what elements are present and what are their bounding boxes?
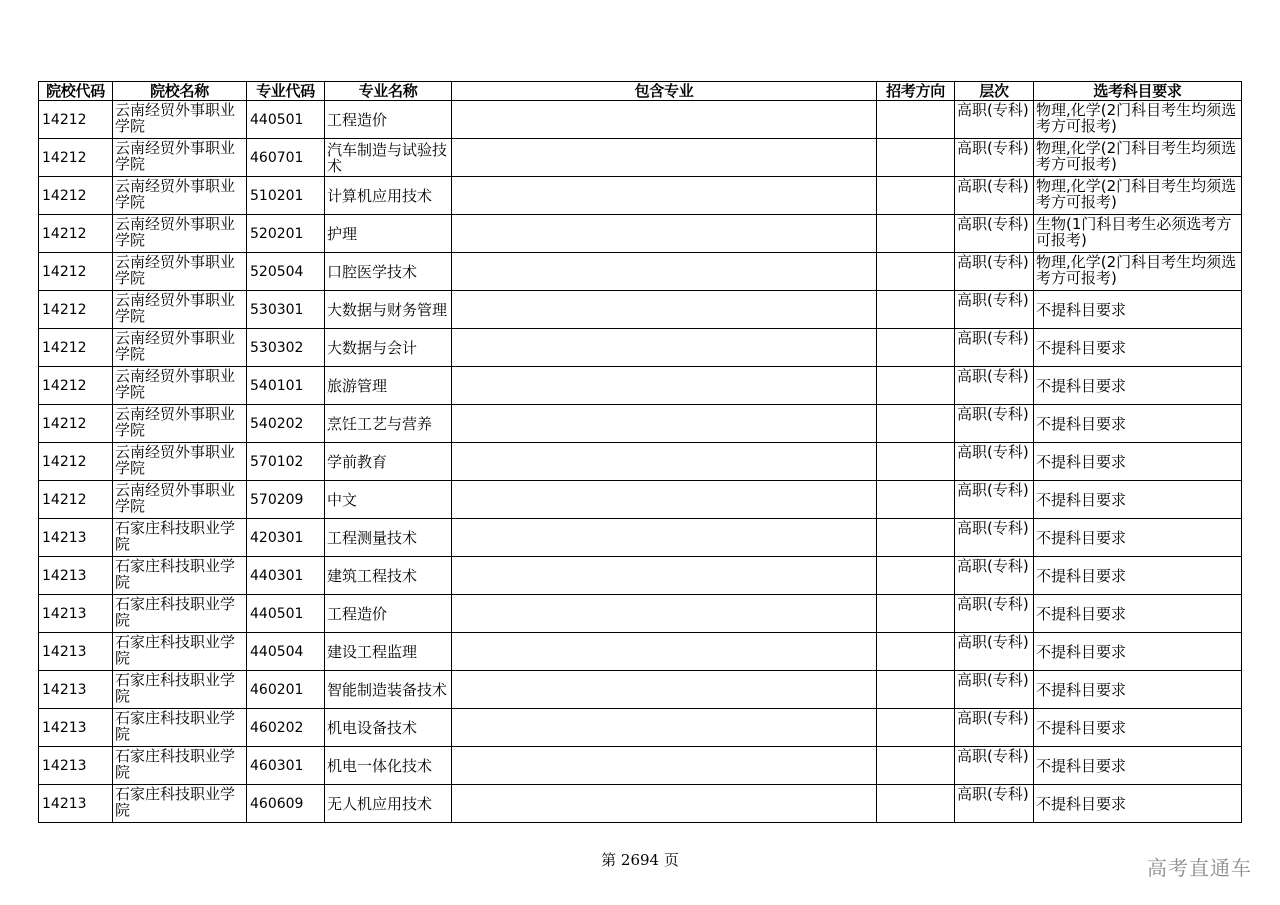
cell-requirement: 不提科目要求: [1034, 557, 1242, 595]
table-row: [39, 405, 1242, 443]
cell-includes: [452, 557, 877, 595]
cell-school-name: 石家庄科技职业学院: [113, 633, 247, 671]
watermark: 高考直通车: [1147, 856, 1252, 880]
cell-major-code: 420301: [247, 519, 325, 557]
col-header-includes: 包含专业: [452, 82, 877, 101]
table-row: [39, 291, 1242, 329]
cell-includes: [452, 253, 877, 291]
cell-school-name: 石家庄科技职业学院: [113, 747, 247, 785]
cell-includes: [452, 329, 877, 367]
cell-major-code: 460201: [247, 671, 325, 709]
cell-school-code: 14212: [39, 253, 113, 291]
cell-includes: [452, 633, 877, 671]
cell-school-name: 云南经贸外事职业学院: [113, 139, 247, 177]
cell-level: 高职(专科): [955, 443, 1034, 481]
cell-requirement: 物理,化学(2门科目考生均须选考方可报考): [1034, 101, 1242, 139]
cell-school-code: 14213: [39, 785, 113, 823]
cell-major-name: 计算机应用技术: [325, 177, 452, 215]
cell-major-name: 护理: [325, 215, 452, 253]
cell-requirement: 不提科目要求: [1034, 747, 1242, 785]
cell-major-name: 旅游管理: [325, 367, 452, 405]
cell-school-name: 云南经贸外事职业学院: [113, 215, 247, 253]
cell-school-code: 14213: [39, 709, 113, 747]
cell-major-code: 440504: [247, 633, 325, 671]
cell-level: 高职(专科): [955, 785, 1034, 823]
cell-level: 高职(专科): [955, 633, 1034, 671]
cell-school-name: 石家庄科技职业学院: [113, 519, 247, 557]
cell-includes: [452, 443, 877, 481]
cell-school-name: 石家庄科技职业学院: [113, 557, 247, 595]
cell-major-code: 460701: [247, 139, 325, 177]
cell-major-code: 520504: [247, 253, 325, 291]
cell-major-name: 烹饪工艺与营养: [325, 405, 452, 443]
cell-level: 高职(专科): [955, 215, 1034, 253]
cell-direction: [877, 215, 955, 253]
cell-requirement: 物理,化学(2门科目考生均须选考方可报考): [1034, 139, 1242, 177]
col-header-direction: 招考方向: [877, 82, 955, 101]
cell-requirement: 不提科目要求: [1034, 519, 1242, 557]
cell-school-name: 云南经贸外事职业学院: [113, 481, 247, 519]
cell-school-code: 14212: [39, 481, 113, 519]
cell-school-code: 14212: [39, 291, 113, 329]
cell-requirement: 不提科目要求: [1034, 367, 1242, 405]
col-header-level: 层次: [955, 82, 1034, 101]
table-row: [39, 215, 1242, 253]
col-header-major-name: 专业名称: [325, 82, 452, 101]
cell-direction: [877, 633, 955, 671]
cell-school-code: 14213: [39, 671, 113, 709]
cell-direction: [877, 329, 955, 367]
cell-major-name: 大数据与会计: [325, 329, 452, 367]
cell-major-name: 无人机应用技术: [325, 785, 452, 823]
table-row: [39, 481, 1242, 519]
cell-direction: [877, 671, 955, 709]
cell-requirement: 不提科目要求: [1034, 785, 1242, 823]
cell-major-code: 570102: [247, 443, 325, 481]
cell-major-code: 540202: [247, 405, 325, 443]
cell-school-code: 14212: [39, 405, 113, 443]
cell-level: 高职(专科): [955, 329, 1034, 367]
cell-requirement: 生物(1门科目考生必须选考方可报考): [1034, 215, 1242, 253]
table-row: [39, 519, 1242, 557]
col-header-major-code: 专业代码: [247, 82, 325, 101]
table-row: [39, 177, 1242, 215]
cell-school-name: 石家庄科技职业学院: [113, 709, 247, 747]
cell-includes: [452, 519, 877, 557]
cell-school-name: 云南经贸外事职业学院: [113, 405, 247, 443]
cell-major-name: 汽车制造与试验技术: [325, 139, 452, 177]
cell-direction: [877, 101, 955, 139]
cell-major-name: 中文: [325, 481, 452, 519]
cell-major-code: 540101: [247, 367, 325, 405]
cell-level: 高职(专科): [955, 709, 1034, 747]
cell-includes: [452, 291, 877, 329]
cell-level: 高职(专科): [955, 519, 1034, 557]
cell-school-name: 石家庄科技职业学院: [113, 671, 247, 709]
cell-level: 高职(专科): [955, 671, 1034, 709]
cell-includes: [452, 671, 877, 709]
table-row: [39, 595, 1242, 633]
cell-major-code: 570209: [247, 481, 325, 519]
cell-school-code: 14213: [39, 633, 113, 671]
cell-major-name: 口腔医学技术: [325, 253, 452, 291]
cell-direction: [877, 481, 955, 519]
cell-major-name: 建设工程监理: [325, 633, 452, 671]
cell-major-code: 460609: [247, 785, 325, 823]
cell-direction: [877, 709, 955, 747]
cell-level: 高职(专科): [955, 481, 1034, 519]
cell-direction: [877, 557, 955, 595]
cell-major-code: 530302: [247, 329, 325, 367]
cell-major-code: 510201: [247, 177, 325, 215]
cell-level: 高职(专科): [955, 139, 1034, 177]
cell-school-code: 14213: [39, 747, 113, 785]
cell-school-name: 云南经贸外事职业学院: [113, 177, 247, 215]
cell-direction: [877, 519, 955, 557]
table-row: [39, 329, 1242, 367]
cell-requirement: 不提科目要求: [1034, 633, 1242, 671]
cell-school-code: 14212: [39, 101, 113, 139]
cell-major-code: 460202: [247, 709, 325, 747]
cell-requirement: 不提科目要求: [1034, 291, 1242, 329]
table-row: [39, 443, 1242, 481]
page-number: 第 2694 页: [601, 851, 679, 869]
cell-includes: [452, 177, 877, 215]
cell-direction: [877, 785, 955, 823]
cell-school-code: 14213: [39, 595, 113, 633]
cell-requirement: 不提科目要求: [1034, 709, 1242, 747]
cell-direction: [877, 747, 955, 785]
cell-major-code: 440301: [247, 557, 325, 595]
cell-requirement: 不提科目要求: [1034, 405, 1242, 443]
table-row: [39, 671, 1242, 709]
cell-requirement: 不提科目要求: [1034, 443, 1242, 481]
cell-includes: [452, 785, 877, 823]
cell-school-name: 石家庄科技职业学院: [113, 785, 247, 823]
cell-requirement: 不提科目要求: [1034, 671, 1242, 709]
cell-includes: [452, 747, 877, 785]
col-header-requirement: 选考科目要求: [1034, 82, 1242, 101]
cell-major-name: 工程造价: [325, 101, 452, 139]
table-body: [39, 101, 1242, 823]
col-header-school-code: 院校代码: [39, 82, 113, 101]
table-row: [39, 557, 1242, 595]
cell-school-code: 14212: [39, 443, 113, 481]
cell-includes: [452, 405, 877, 443]
cell-school-name: 云南经贸外事职业学院: [113, 329, 247, 367]
cell-includes: [452, 481, 877, 519]
cell-major-code: 440501: [247, 101, 325, 139]
cell-direction: [877, 443, 955, 481]
table-row: [39, 709, 1242, 747]
table-row: [39, 253, 1242, 291]
col-header-school-name: 院校名称: [113, 82, 247, 101]
cell-school-name: 云南经贸外事职业学院: [113, 443, 247, 481]
table-row: [39, 101, 1242, 139]
cell-school-code: 14213: [39, 557, 113, 595]
cell-direction: [877, 177, 955, 215]
cell-requirement: 不提科目要求: [1034, 595, 1242, 633]
table-row: [39, 785, 1242, 823]
table-row: [39, 139, 1242, 177]
cell-direction: [877, 595, 955, 633]
cell-major-code: 520201: [247, 215, 325, 253]
cell-includes: [452, 595, 877, 633]
table-row: [39, 367, 1242, 405]
cell-includes: [452, 215, 877, 253]
cell-major-code: 460301: [247, 747, 325, 785]
cell-major-name: 机电一体化技术: [325, 747, 452, 785]
cell-includes: [452, 709, 877, 747]
cell-direction: [877, 253, 955, 291]
cell-includes: [452, 367, 877, 405]
cell-school-code: 14212: [39, 329, 113, 367]
table-row: [39, 747, 1242, 785]
cell-requirement: 不提科目要求: [1034, 481, 1242, 519]
cell-school-code: 14212: [39, 139, 113, 177]
table-row: [39, 633, 1242, 671]
cell-direction: [877, 139, 955, 177]
cell-school-code: 14212: [39, 215, 113, 253]
cell-school-name: 云南经贸外事职业学院: [113, 291, 247, 329]
cell-major-name: 工程造价: [325, 595, 452, 633]
cell-school-code: 14212: [39, 367, 113, 405]
cell-direction: [877, 291, 955, 329]
major-requirements-table: [38, 81, 1242, 823]
cell-level: 高职(专科): [955, 557, 1034, 595]
cell-includes: [452, 139, 877, 177]
cell-major-code: 530301: [247, 291, 325, 329]
cell-level: 高职(专科): [955, 253, 1034, 291]
cell-major-code: 440501: [247, 595, 325, 633]
header-row: [39, 82, 1242, 101]
cell-direction: [877, 405, 955, 443]
cell-direction: [877, 367, 955, 405]
cell-school-code: 14213: [39, 519, 113, 557]
cell-requirement: 物理,化学(2门科目考生均须选考方可报考): [1034, 177, 1242, 215]
cell-school-name: 云南经贸外事职业学院: [113, 253, 247, 291]
cell-level: 高职(专科): [955, 747, 1034, 785]
cell-major-name: 大数据与财务管理: [325, 291, 452, 329]
cell-level: 高职(专科): [955, 367, 1034, 405]
cell-school-name: 云南经贸外事职业学院: [113, 367, 247, 405]
cell-level: 高职(专科): [955, 177, 1034, 215]
cell-major-name: 学前教育: [325, 443, 452, 481]
cell-school-code: 14212: [39, 177, 113, 215]
cell-major-name: 建筑工程技术: [325, 557, 452, 595]
cell-major-name: 机电设备技术: [325, 709, 452, 747]
cell-includes: [452, 101, 877, 139]
cell-level: 高职(专科): [955, 595, 1034, 633]
cell-school-name: 石家庄科技职业学院: [113, 595, 247, 633]
cell-level: 高职(专科): [955, 291, 1034, 329]
cell-requirement: 不提科目要求: [1034, 329, 1242, 367]
cell-major-name: 工程测量技术: [325, 519, 452, 557]
cell-level: 高职(专科): [955, 405, 1034, 443]
cell-school-name: 云南经贸外事职业学院: [113, 101, 247, 139]
cell-level: 高职(专科): [955, 101, 1034, 139]
cell-major-name: 智能制造装备技术: [325, 671, 452, 709]
cell-requirement: 物理,化学(2门科目考生均须选考方可报考): [1034, 253, 1242, 291]
